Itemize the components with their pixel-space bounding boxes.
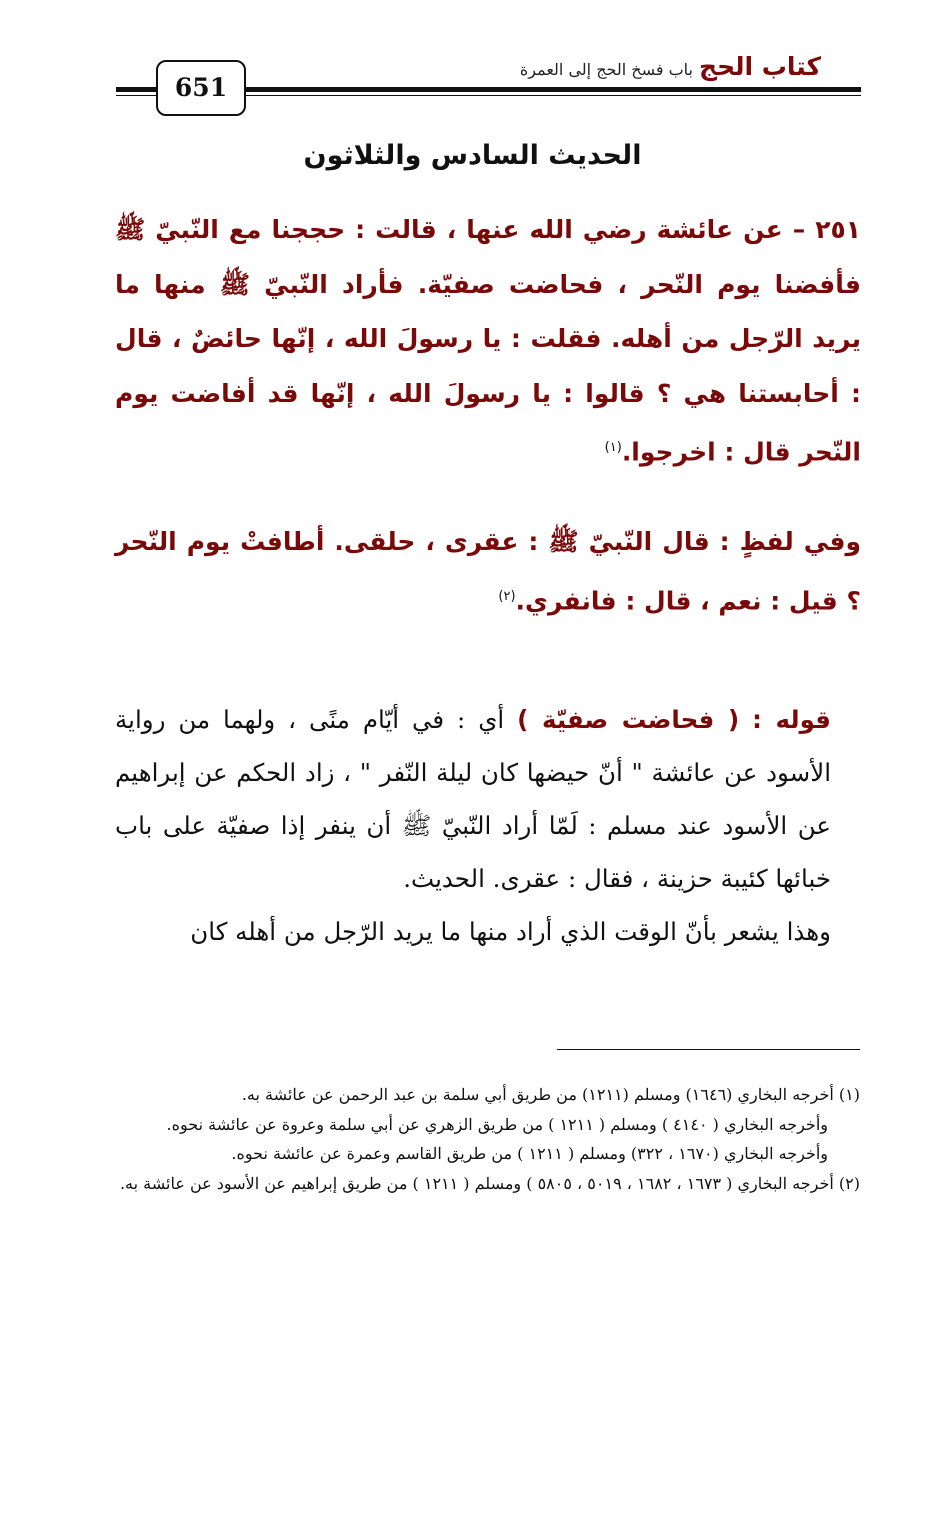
section-title: الحديث السادس والثلاثون <box>303 140 642 171</box>
book-title: كتاب الحج <box>699 52 821 81</box>
hadith-text <box>115 203 891 480</box>
footnote-marker-2: (٢) <box>498 588 516 604</box>
commentary-paragraph-1 <box>115 693 861 905</box>
chapter-title: باب فسخ الحج إلى العمرة <box>519 60 693 79</box>
commentary <box>115 693 861 958</box>
footnote-separator <box>557 1049 860 1050</box>
commentary-paragraph-2: وهذا يشعر بأنّ الوقت الذي أراد منها ما يريد الرّجل من أهله كان <box>190 917 831 946</box>
commentary-lead: قوله : <box>752 705 831 734</box>
hadith-variant <box>115 515 891 628</box>
hadith-main: ٢٥١ – عن عائشة رضي الله عنها ، قالت : حججنا مع النّبيّ ﷺ فأفضنا يوم النّحر ، فحاضت صفيّة. فأراد النّبيّ ﷺ منها ما يريد الرّجل من أهله. فقلت : يا رسولَ الله ، إنّها حائضٌ ، قال : أحابستنا هي ؟ قالوا : يا رسولَ الله ، إنّها قد أفاضت يوم النّحر قال : اخرجوا. <box>115 215 861 467</box>
page-number: 651 <box>156 60 246 116</box>
footnote-marker-1: (١) <box>604 440 622 455</box>
footnote-1-cont-a: وأخرجه البخاري ( ٤١٤٠ ) ومسلم ( ١٢١١ ) من طريق الزهري عن أبي سلمة وعروة عن عائشة نحوه. <box>166 1114 828 1134</box>
hadith-variant-text: وفي لفظٍ : قال النّبيّ ﷺ : عقرى ، حلقى. أطافتْ يوم النّحر ؟ قيل : نعم ، قال : فانفري. <box>115 527 861 615</box>
commentary-text-1: أي : في أيّام منًى ، ولهما من رواية الأسود عن عائشة " أنّ حيضها كان ليلة النّفر " ، زاد الحكم عن إبراهيم عن الأسود عند مسلم : لَمّا أراد النّبيّ ﷺ أن ينفر إذا صفيّة على باب خبائها كئيبة حزينة ، فقال : عقرى. الحديث. <box>115 705 831 893</box>
footnotes <box>110 1080 860 1198</box>
footnote-2: (٢) أخرجه البخاري ( ١٦٧٣ ، ١٦٨٢ ، ٥٠١٩ ، ٥٨٠٥ ) ومسلم ( ١٢١١ ) من طريق إبراهيم عن الأسود عن عائشة به. <box>119 1173 860 1193</box>
footnote-1: (١) أخرجه البخاري (١٦٤٦) ومسلم (١٢١١) من طريق أبي سلمة بن عبد الرحمن عن عائشة به. <box>241 1085 860 1104</box>
commentary-quote: ( فحاضت صفيّة ) <box>517 705 740 734</box>
footnote-1-cont-b: وأخرجه البخاري (١٦٧٠ ، ٣٢٢) ومسلم ( ١٢١١ ) من طريق القاسم وعمرة عن عائشة نحوه. <box>231 1144 828 1163</box>
